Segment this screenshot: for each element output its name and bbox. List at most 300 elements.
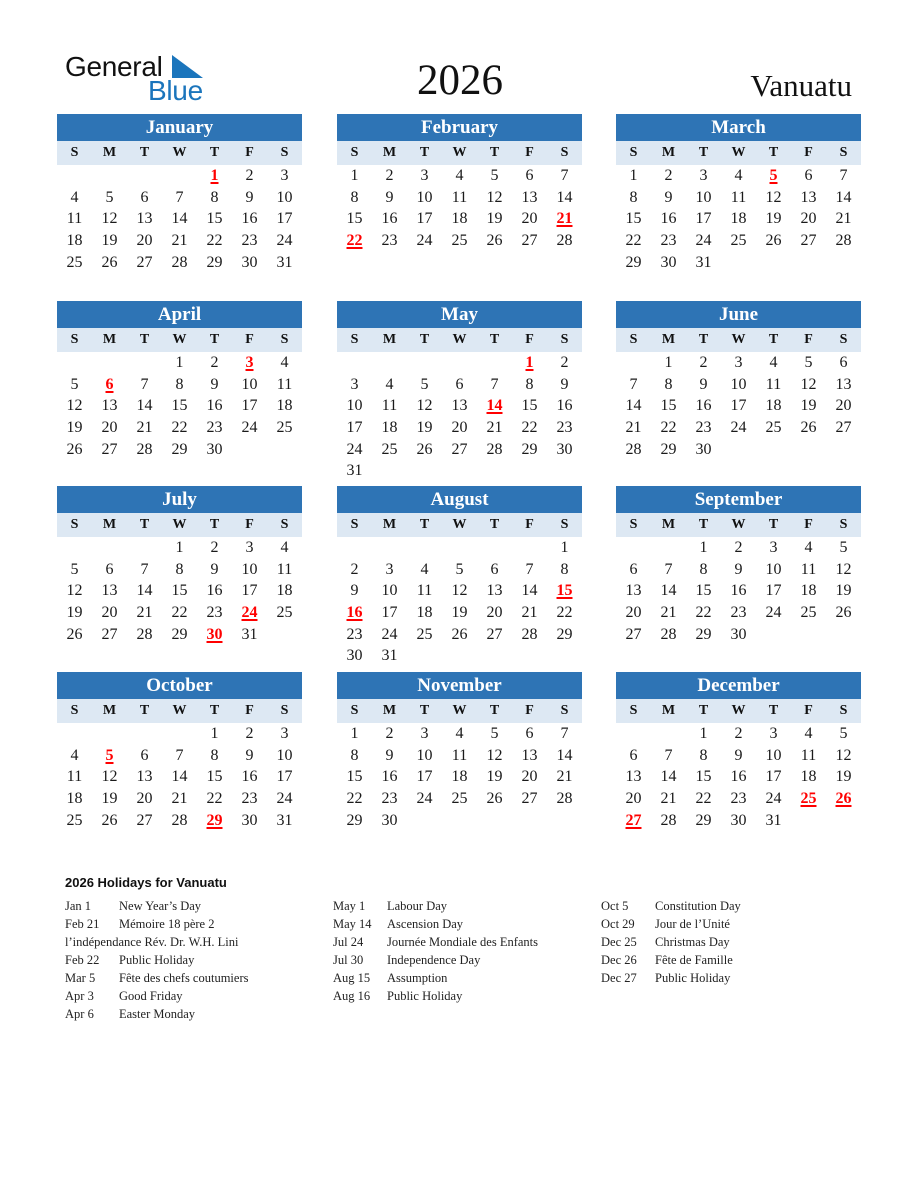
week-row: [57, 766, 302, 788]
weekday-label: F: [525, 703, 534, 718]
date-cell: 15: [171, 397, 188, 415]
week-row: [57, 439, 302, 461]
weekday-label: S: [70, 703, 79, 718]
date-cell: 7: [664, 746, 673, 764]
date-cell: [337, 537, 372, 559]
date-cell: 2: [560, 354, 569, 371]
holiday-name: Ascension Day: [387, 917, 464, 931]
week-row: [616, 395, 861, 417]
weekday-label: S: [839, 145, 848, 160]
date-cell: 20: [101, 604, 118, 622]
date-cell: 18: [276, 582, 293, 600]
date-cell: 13: [451, 397, 468, 415]
weekday-label: S: [350, 332, 359, 347]
date-cell: 22: [346, 790, 363, 808]
date-cell: 19: [451, 604, 468, 622]
date-cell: [547, 810, 582, 832]
weekday-label: T: [768, 145, 779, 160]
date-cell: 25: [381, 440, 398, 458]
date-cell: 27: [625, 625, 642, 643]
date-cell: [372, 352, 407, 374]
holiday-date: Jan 1: [65, 899, 92, 913]
date-cell: 28: [556, 790, 573, 808]
date-cell: 28: [136, 625, 153, 643]
date-cell: 17: [416, 768, 433, 786]
date-cell: 9: [210, 560, 219, 578]
weekday-label: S: [70, 332, 79, 347]
date-cell: 10: [276, 746, 293, 764]
weekday-header-row: [337, 513, 582, 537]
month-august: [337, 486, 582, 667]
date-cell: 17: [381, 604, 398, 622]
date-cell: [407, 537, 442, 559]
week-row: [337, 187, 582, 209]
week-row: [337, 165, 582, 187]
date-cell: 17: [241, 582, 258, 600]
holiday-date-cell: 16: [346, 604, 363, 622]
weekday-label: T: [209, 332, 220, 347]
date-cell: 14: [521, 582, 538, 600]
weekday-label: S: [629, 703, 638, 718]
date-cell: 10: [416, 746, 433, 764]
date-cell: 7: [175, 746, 184, 764]
weekday-label: F: [525, 517, 534, 532]
date-cell: 23: [695, 419, 712, 437]
week-row: [57, 559, 302, 581]
date-cell: 10: [765, 746, 782, 764]
date-cell: 19: [101, 790, 118, 808]
week-row: [616, 723, 861, 745]
date-cell: 8: [629, 188, 638, 206]
date-cell: [267, 624, 302, 646]
date-cell: 6: [525, 725, 534, 742]
date-cell: [162, 165, 197, 187]
weekday-label: W: [172, 517, 187, 532]
date-cell: 8: [699, 560, 708, 578]
date-cell: 11: [276, 375, 293, 393]
week-row: [337, 624, 582, 646]
month-march: [616, 114, 861, 273]
date-cell: 31: [765, 811, 782, 829]
date-cell: 24: [730, 419, 747, 437]
weekday-label: S: [350, 703, 359, 718]
month-april: [57, 301, 302, 460]
weekday-label: S: [280, 517, 289, 532]
weekday-label: F: [525, 332, 534, 347]
date-cell: 2: [210, 354, 219, 371]
date-cell: [547, 645, 582, 667]
date-cell: 4: [385, 375, 394, 393]
date-cell: [267, 439, 302, 461]
date-cell: 22: [660, 419, 677, 437]
date-cell: 22: [695, 604, 712, 622]
date-cell: 22: [695, 790, 712, 808]
date-cell: [407, 810, 442, 832]
date-cell: 10: [346, 397, 363, 415]
week-row: [616, 745, 861, 767]
date-cell: 7: [839, 167, 848, 184]
date-cell: 9: [734, 560, 743, 578]
date-cell: 13: [521, 188, 538, 206]
weekday-label: S: [560, 703, 569, 718]
date-cell: 1: [560, 539, 569, 556]
date-cell: 29: [625, 253, 642, 271]
date-cell: [791, 439, 826, 461]
weekday-label: W: [731, 517, 746, 532]
date-cell: 26: [66, 440, 83, 458]
date-cell: [477, 460, 512, 482]
date-cell: 20: [835, 397, 852, 415]
date-cell: 2: [734, 725, 743, 742]
weekday-label: T: [209, 145, 220, 160]
week-row: [616, 580, 861, 602]
weekday-label: M: [382, 517, 397, 532]
date-cell: 22: [521, 419, 538, 437]
date-cell: 28: [136, 440, 153, 458]
date-cell: 27: [101, 440, 118, 458]
date-cell: 20: [136, 232, 153, 250]
holiday-date-cell: 21: [556, 210, 573, 228]
week-row: [616, 187, 861, 209]
date-cell: [477, 645, 512, 667]
weekday-label: S: [560, 332, 569, 347]
date-cell: 25: [66, 253, 83, 271]
date-cell: 13: [101, 397, 118, 415]
date-cell: [826, 252, 861, 274]
date-cell: [477, 352, 512, 374]
date-cell: 7: [560, 167, 569, 184]
date-cell: 27: [101, 625, 118, 643]
date-cell: 6: [629, 560, 638, 578]
week-row: [616, 417, 861, 439]
weekday-label: W: [452, 332, 467, 347]
date-cell: [616, 537, 651, 559]
holiday-entry: [601, 897, 871, 915]
holiday-name: Public Holiday: [119, 953, 195, 967]
date-cell: 20: [486, 604, 503, 622]
weekday-label: T: [489, 145, 500, 160]
date-cell: 24: [765, 604, 782, 622]
date-cell: 7: [629, 375, 638, 393]
date-cell: 14: [136, 397, 153, 415]
date-cell: 23: [381, 232, 398, 250]
holiday-date: Aug 15: [333, 971, 371, 985]
date-cell: 4: [804, 725, 813, 742]
date-cell: 14: [171, 210, 188, 228]
weekday-label: M: [102, 145, 117, 160]
date-cell: 18: [66, 790, 83, 808]
holiday-entry: [601, 933, 871, 951]
weekday-label: M: [661, 517, 676, 532]
date-cell: 9: [385, 746, 394, 764]
date-cell: [162, 723, 197, 745]
weekday-label: W: [172, 703, 187, 718]
date-cell: 21: [136, 419, 153, 437]
week-row: [616, 439, 861, 461]
date-cell: 14: [660, 768, 677, 786]
date-cell: 4: [420, 560, 429, 578]
holiday-date: Apr 3: [65, 989, 94, 1003]
holiday-date: Mar 5: [65, 971, 96, 985]
date-cell: 9: [734, 746, 743, 764]
date-cell: 24: [695, 232, 712, 250]
holiday-name: Mémoire 18 père 2: [119, 917, 215, 931]
date-cell: 11: [276, 560, 293, 578]
holiday-date-cell: 22: [346, 232, 363, 250]
date-cell: 28: [171, 811, 188, 829]
date-cell: 20: [625, 604, 642, 622]
week-row: [57, 230, 302, 252]
date-cell: 23: [206, 419, 223, 437]
holiday-entry: [65, 1005, 335, 1023]
date-cell: 3: [280, 725, 289, 742]
date-cell: 24: [416, 232, 433, 250]
date-cell: 25: [276, 419, 293, 437]
date-cell: 27: [835, 419, 852, 437]
date-cell: [756, 624, 791, 646]
date-cell: [756, 252, 791, 274]
date-cell: 7: [140, 560, 149, 578]
date-cell: 28: [660, 625, 677, 643]
holiday-name: Christmas Day: [655, 935, 730, 949]
week-row: [616, 766, 861, 788]
date-cell: 4: [455, 725, 464, 742]
holiday-name: Public Holiday: [655, 971, 731, 985]
weekday-label: S: [280, 703, 289, 718]
date-cell: 15: [695, 582, 712, 600]
week-row: [57, 723, 302, 745]
date-cell: 25: [276, 604, 293, 622]
date-cell: 12: [486, 746, 503, 764]
holiday-name: New Year’s Day: [119, 899, 202, 913]
date-cell: 13: [136, 768, 153, 786]
week-row: [337, 788, 582, 810]
holiday-name: Assumption: [387, 971, 448, 985]
date-cell: [477, 537, 512, 559]
date-cell: 12: [451, 582, 468, 600]
date-cell: 20: [521, 768, 538, 786]
date-cell: 28: [660, 811, 677, 829]
date-cell: 15: [171, 582, 188, 600]
date-cell: 26: [101, 253, 118, 271]
date-cell: 2: [385, 167, 394, 184]
date-cell: 27: [800, 232, 817, 250]
holiday-entry: [333, 915, 603, 933]
date-cell: 27: [521, 232, 538, 250]
holiday-date-cell: 5: [769, 167, 778, 184]
date-cell: 30: [241, 253, 258, 271]
date-cell: [721, 439, 756, 461]
date-cell: 4: [455, 167, 464, 184]
month-header: December: [616, 672, 861, 699]
week-row: [616, 252, 861, 274]
date-cell: 7: [525, 560, 534, 578]
weekday-label: F: [804, 332, 813, 347]
date-cell: 6: [140, 188, 149, 206]
date-cell: 31: [241, 625, 258, 643]
weekday-header-row: [337, 328, 582, 352]
date-cell: 15: [206, 768, 223, 786]
date-cell: 5: [70, 375, 79, 393]
date-cell: 6: [490, 560, 499, 578]
holiday-name: Good Friday: [119, 989, 183, 1003]
date-cell: 1: [699, 539, 708, 556]
date-cell: 16: [206, 582, 223, 600]
weekday-header-row: [616, 513, 861, 537]
date-cell: 24: [276, 790, 293, 808]
weekday-label: T: [139, 703, 150, 718]
holiday-date-cell: 30: [206, 625, 223, 643]
date-cell: 28: [171, 253, 188, 271]
weekday-label: M: [382, 703, 397, 718]
date-cell: 19: [486, 210, 503, 228]
date-cell: 7: [490, 375, 499, 393]
weekday-label: W: [452, 145, 467, 160]
date-cell: [407, 460, 442, 482]
date-cell: 7: [664, 560, 673, 578]
holiday-entry: [333, 897, 603, 915]
date-cell: 18: [66, 232, 83, 250]
holiday-entry: [65, 951, 335, 969]
date-cell: 18: [730, 210, 747, 228]
week-row: [57, 352, 302, 374]
date-cell: 11: [451, 746, 468, 764]
weekday-label: F: [245, 145, 254, 160]
date-cell: 29: [556, 625, 573, 643]
date-cell: [372, 537, 407, 559]
holiday-date-cell: 15: [556, 582, 573, 600]
date-cell: 12: [66, 397, 83, 415]
weekday-label: T: [419, 517, 430, 532]
date-cell: 7: [560, 725, 569, 742]
weekday-label: T: [768, 517, 779, 532]
date-cell: [721, 252, 756, 274]
weekday-label: T: [768, 332, 779, 347]
date-cell: 28: [486, 440, 503, 458]
date-cell: 20: [101, 419, 118, 437]
weekday-header-row: [57, 141, 302, 165]
weekday-label: M: [102, 703, 117, 718]
date-cell: 26: [416, 440, 433, 458]
month-header: October: [57, 672, 302, 699]
week-row: [616, 165, 861, 187]
weekday-label: T: [698, 145, 709, 160]
date-cell: 8: [560, 560, 569, 578]
holiday-name: Labour Day: [387, 899, 448, 913]
holiday-date: Oct 29: [601, 917, 635, 931]
date-cell: 13: [625, 582, 642, 600]
date-cell: 29: [171, 440, 188, 458]
date-cell: 17: [276, 768, 293, 786]
week-row: [616, 788, 861, 810]
month-november: [337, 672, 582, 831]
date-cell: 4: [280, 539, 289, 556]
weekday-label: S: [629, 517, 638, 532]
date-cell: 16: [730, 768, 747, 786]
date-cell: [92, 723, 127, 745]
weekday-header-row: [616, 328, 861, 352]
holiday-date-cell: 6: [105, 375, 114, 393]
date-cell: 26: [835, 604, 852, 622]
date-cell: 21: [625, 419, 642, 437]
date-cell: [512, 537, 547, 559]
week-row: [337, 645, 582, 667]
weekday-label: W: [731, 703, 746, 718]
date-cell: 15: [346, 210, 363, 228]
date-cell: 10: [381, 582, 398, 600]
date-cell: 10: [241, 375, 258, 393]
holiday-date-cell: 14: [486, 397, 503, 415]
date-cell: 18: [451, 210, 468, 228]
week-row: [57, 417, 302, 439]
date-cell: 2: [350, 560, 359, 578]
date-cell: [826, 624, 861, 646]
holiday-date: Aug 16: [333, 989, 371, 1003]
date-cell: 23: [206, 604, 223, 622]
month-october: [57, 672, 302, 831]
date-cell: 7: [140, 375, 149, 393]
weekday-header-row: [57, 699, 302, 723]
date-cell: 19: [66, 604, 83, 622]
date-cell: 24: [276, 232, 293, 250]
weekday-label: T: [419, 145, 430, 160]
date-cell: 5: [455, 560, 464, 578]
date-cell: 6: [105, 560, 114, 578]
weekday-label: T: [139, 332, 150, 347]
date-cell: 18: [381, 419, 398, 437]
date-cell: 22: [556, 604, 573, 622]
date-cell: 24: [765, 790, 782, 808]
month-header: March: [616, 114, 861, 141]
date-cell: 2: [385, 725, 394, 742]
weekday-label: M: [102, 517, 117, 532]
date-cell: 10: [765, 560, 782, 578]
week-row: [57, 788, 302, 810]
date-cell: [232, 439, 267, 461]
date-cell: 20: [451, 419, 468, 437]
date-cell: 30: [730, 811, 747, 829]
date-cell: 28: [521, 625, 538, 643]
date-cell: 12: [486, 188, 503, 206]
date-cell: 15: [660, 397, 677, 415]
date-cell: [512, 460, 547, 482]
weekday-label: F: [245, 703, 254, 718]
week-row: [616, 374, 861, 396]
date-cell: 27: [521, 790, 538, 808]
date-cell: 13: [800, 188, 817, 206]
week-row: [616, 559, 861, 581]
date-cell: 20: [800, 210, 817, 228]
holiday-date: May 14: [333, 917, 372, 931]
date-cell: [826, 439, 861, 461]
weekday-label: F: [525, 145, 534, 160]
weekday-label: M: [661, 145, 676, 160]
week-row: [337, 352, 582, 374]
week-row: [57, 810, 302, 832]
date-cell: 14: [556, 188, 573, 206]
date-cell: 19: [835, 582, 852, 600]
holiday-date-cell: 1: [525, 354, 534, 371]
date-cell: 25: [765, 419, 782, 437]
date-cell: 24: [346, 440, 363, 458]
date-cell: 11: [730, 188, 747, 206]
date-cell: 29: [695, 811, 712, 829]
date-cell: [57, 537, 92, 559]
date-cell: 4: [769, 354, 778, 371]
date-cell: 18: [800, 582, 817, 600]
date-cell: 15: [206, 210, 223, 228]
week-row: [616, 537, 861, 559]
